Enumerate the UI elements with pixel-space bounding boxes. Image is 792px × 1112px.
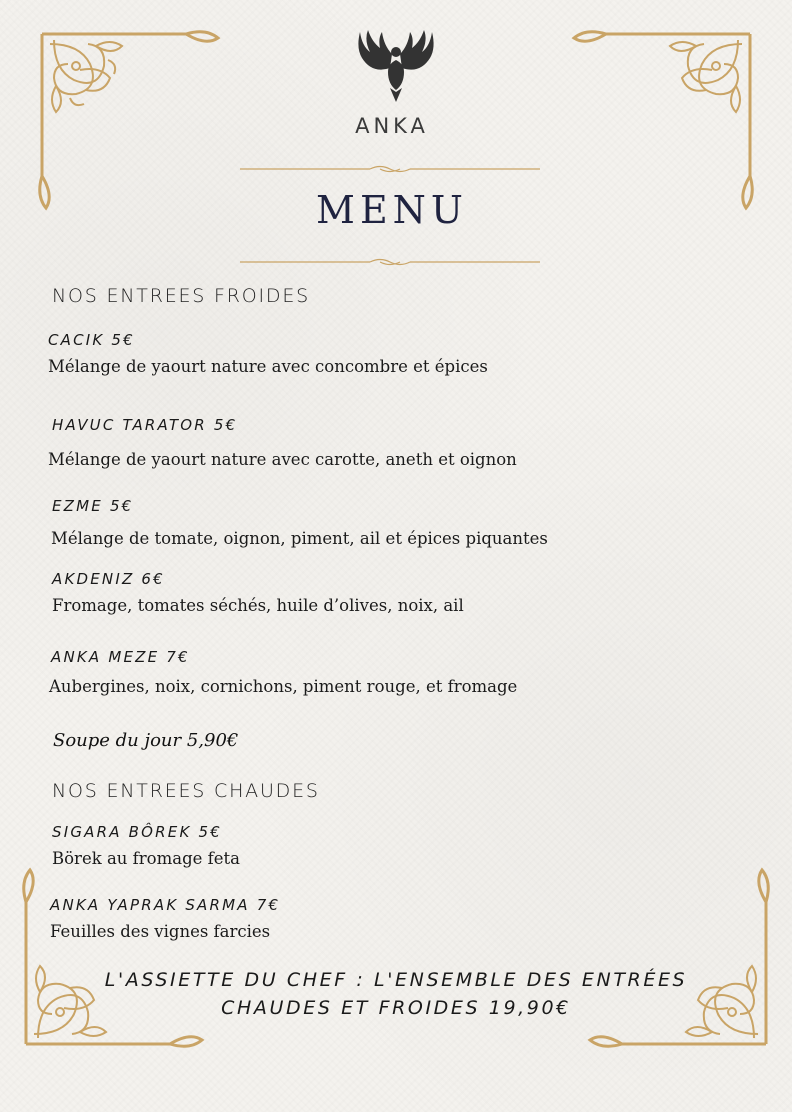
item-desc-anka-yaprak-sarma: Feuilles des vignes farcies [50,922,271,941]
item-name-anka-yaprak-sarma: ANKA YAPRAK SARMA 7€ [50,896,281,914]
bottom-left-ornament [20,862,210,1052]
chef-plate-offer [60,966,732,1022]
brand-name: ANKA [355,114,429,138]
brand-logo [346,28,446,112]
section-title-hot: NOS ENTREES CHAUDES [52,780,320,802]
item-desc-cacik: Mélange de yaourt nature avec concombre et épices [48,357,488,376]
bottom-right-ornament [582,862,772,1052]
phoenix-icon [354,28,438,108]
item-desc-sigara-borek: Börek au fromage feta [52,849,240,868]
chef-plate-line-2: CHAUDES ET FROIDES 19,90€ [221,997,571,1019]
item-desc-ezme: Mélange de tomate, oignon, piment, ail et épices piquantes [51,529,548,548]
item-name-anka-meze: ANKA MEZE 7€ [51,648,190,666]
page-title: MENU [316,188,468,232]
item-desc-havuc-tarator: Mélange de yaourt nature avec carotte, aneth et oignon [48,450,517,469]
item-name-ezme: EZME 5€ [52,497,134,515]
soup-of-the-day: Soupe du jour 5,90€ [53,730,239,751]
title-divider-bottom [240,256,540,268]
item-name-sigara-borek: SIGARA BÔREK 5€ [52,823,222,841]
item-name-akdeniz: AKDENIZ 6€ [52,570,165,588]
item-name-cacik: CACIK 5€ [48,331,135,349]
item-desc-akdeniz: Fromage, tomates séchés, huile d’olives, noix, ail [52,596,464,615]
section-title-cold: NOS ENTREES FROIDES [52,285,310,307]
chef-plate-line-1: L'ASSIETTE DU CHEF : L'ENSEMBLE DES ENTRÉES [104,969,688,991]
item-name-havuc-tarator: HAVUC TARATOR 5€ [52,416,238,434]
item-desc-anka-meze: Aubergines, noix, cornichons, piment rouge, et fromage [49,677,518,696]
title-divider-top [240,163,540,175]
